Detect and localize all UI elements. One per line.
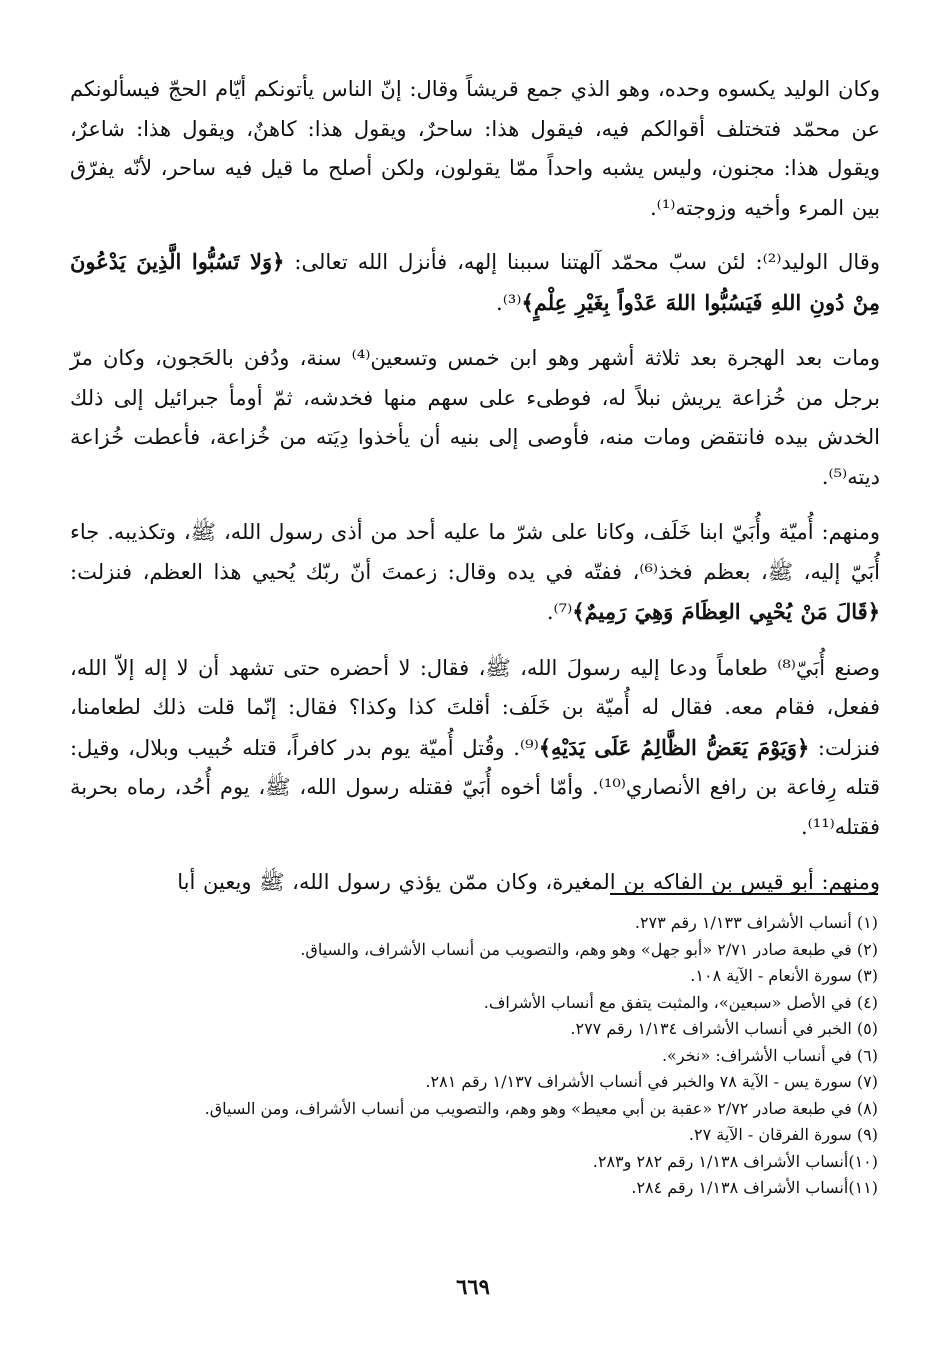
footnote-number: (٧) — [856, 1072, 878, 1091]
footnote-text: الخبر في أنساب الأشراف ١/١٣٤ رقم ٢٧٧. — [570, 1019, 852, 1038]
paragraph-text: وكان الوليد يكسوه وحده، وهو الذي جمع قريشاً وقال: إنّ الناس يأتونكم أيّام الحجّ فيسألونكم عن محمّد فتختلف أقوالكم فيه، فيقول هذا: ساحرٌ، ويقول هذا: كاهنٌ، ويقول هذا: شاعرٌ، ويقول هذا: مجنون، وليس يشبه واحداً ممّا يقولون، ولكن أصلح ما قيل فيه ساحر، لأنّه يفرّق بين المرء وأخيه وزوجته⁽¹⁾. — [70, 77, 880, 220]
paragraph-3 — [70, 339, 880, 497]
footnote-item — [98, 990, 878, 1017]
footnote-item — [98, 1122, 878, 1149]
footnote-number: (٣) — [856, 966, 878, 985]
footnote-text: سورة يس - الآية ٧٨ والخبر في أنساب الأشراف ١/١٣٧ رقم ٢٨١. — [425, 1072, 852, 1091]
footnote-number: (٨) — [856, 1098, 878, 1118]
footnote-number: (٥) — [856, 1019, 878, 1038]
footnotes-list — [98, 910, 878, 1202]
paragraph-2 — [70, 242, 880, 323]
paragraph-text: وقال الوليد⁽²⁾: لئن سبّ محمّد آلهتنا سببنا إلهه، فأنزل الله تعالى: — [284, 250, 880, 274]
footnote-number: (١) — [856, 913, 878, 932]
footnote-number: (٢) — [856, 939, 878, 959]
paragraph-text: ومات بعد الهجرة بعد ثلاثة أشهر وهو ابن خمس وتسعين⁽⁴⁾ سنة، ودُفن بالحَجون، وكان مرّ برجل من خُزاعة يريش نبلاً له، فوطىء على سهم منها فخدشه، ثمّ أومأ جبرائيل إلى ذلك الخدش بيده فانتقض ومات منه، فأوصى إلى بنيه أن يأخذوا دِيَته من خُزاعة، فأعطت خُزاعة ديته⁽⁵⁾. — [70, 346, 880, 489]
footnote-text: في طبعة صادر ٢/٧١ «أبو جهل» وهو وهم، والتصويب من أنساب الأشراف، والسياق. — [300, 939, 852, 959]
footnote-item — [98, 1096, 878, 1123]
footnote-text: في طبعة صادر ٢/٧٢ «عقبة بن أبي معيط» وهو وهم، والتصويب من أنساب الأشراف، ومن السياق. — [204, 1098, 852, 1118]
footnote-text: سورة الأنعام - الآية ١٠٨. — [690, 966, 852, 985]
footnote-item — [98, 963, 878, 990]
quran-verse: ﴿وَيَوْمَ يَعَضُّ الظَّالِمُ عَلَى يَدَيْهِ﴾ — [538, 734, 810, 760]
footnote-item — [98, 1043, 878, 1070]
footnote-number: (٤) — [856, 992, 878, 1012]
footnote-text: أنساب الأشراف ١/١٣٣ رقم ٢٧٣. — [634, 913, 852, 932]
footnote-item — [98, 1149, 878, 1176]
paragraph-text: ومنهم: أبو قيس بن الفاكه بن المغيرة، وكان ممّن يؤذي رسول الله، ﷺ ويعين أبا — [177, 870, 880, 894]
footnote-item — [98, 1069, 878, 1096]
footnote-text: في أنساب الأشراف: «نخر». — [661, 1045, 852, 1065]
footnote-ref: ⁽⁷⁾. — [546, 600, 573, 624]
footnote-ref: ⁽³⁾. — [496, 290, 522, 315]
footnote-text: أنساب الأشراف ١/١٣٨ رقم ٢٨٢ و٢٨٣. — [592, 1151, 849, 1171]
footnote-item — [98, 1175, 878, 1202]
paragraph-1 — [70, 70, 880, 228]
page-number: ٦٦٩ — [456, 1274, 490, 1299]
footnote-text: أنساب الأشراف ١/١٣٨ رقم ٢٨٤. — [631, 1178, 849, 1197]
paragraph-text: ومنهم: أُميّة وأُبَيّ ابنا خَلَف، وكانا على شرّ ما عليه أحد من أذى رسول الله، ﷺ، وتكذيبه. جاء أُبَيّ إليه، ﷺ، بعظم فخذ⁽⁶⁾، ففتّه في يده وقال: زعمتَ أنّ ربّك يُحيي هذا العظم، فنزلت: — [70, 520, 881, 584]
paragraph-4 — [70, 513, 880, 633]
footnote-item — [98, 1016, 878, 1043]
footnote-number: (١١) — [848, 1178, 878, 1197]
paragraph-text: ⁽⁹⁾. وقُتل أُميّة يوم بدر كافراً، قتله خُبيب وبلال، وقيل: قتله رِفاعة بن رافع الأنصاري⁽¹⁰⁾. وأمّا أخوه أُبَيّ فقتله رسول الله، ﷺ، يوم أُحُد، رماه بحربة فقتله⁽¹¹⁾. — [70, 735, 880, 839]
footnote-text: سورة الفرقان - الآية ٢٧. — [688, 1125, 852, 1144]
paragraph-5 — [70, 649, 880, 848]
main-text — [70, 70, 880, 919]
footnote-item — [98, 937, 878, 964]
paragraph-6 — [70, 863, 880, 903]
quran-verse: ﴿قَالَ مَنْ يُحْيِي العِظَامَ وَهِيَ رَمِيمٌ﴾ — [572, 599, 880, 624]
footnote-number: (٩) — [856, 1125, 878, 1144]
footnote-divider — [610, 893, 878, 895]
footnote-number: (٦) — [856, 1045, 878, 1065]
quran-verse: ﴿وَلا تَسُبُّوا الَّذِينَ يَدْعُونَ مِنْ دُونِ اللهِ فَيَسُبُّوا اللهَ عَدْواً بِغَيْرِ عِلْمٍ﴾ — [70, 249, 880, 315]
paragraph-text: وصنع أُبَيّ⁽⁸⁾ طعاماً ودعا إليه رسولَ الله، ﷺ، فقال: لا أحضره حتى تشهد أن لا إله إلاّ الله، ففعل، فقام معه. فقال له أُميّة بن خَلَف: أقلتَ كذا وكذا؟ فقال: إنّما قلت ذلك لطعامنا، فنزلت: — [70, 655, 880, 760]
footnote-item — [98, 910, 878, 937]
footnote-number: (١٠) — [848, 1151, 878, 1171]
footnote-text: في الأصل «سبعين»، والمثبت يتفق مع أنساب الأشراف. — [483, 992, 852, 1012]
